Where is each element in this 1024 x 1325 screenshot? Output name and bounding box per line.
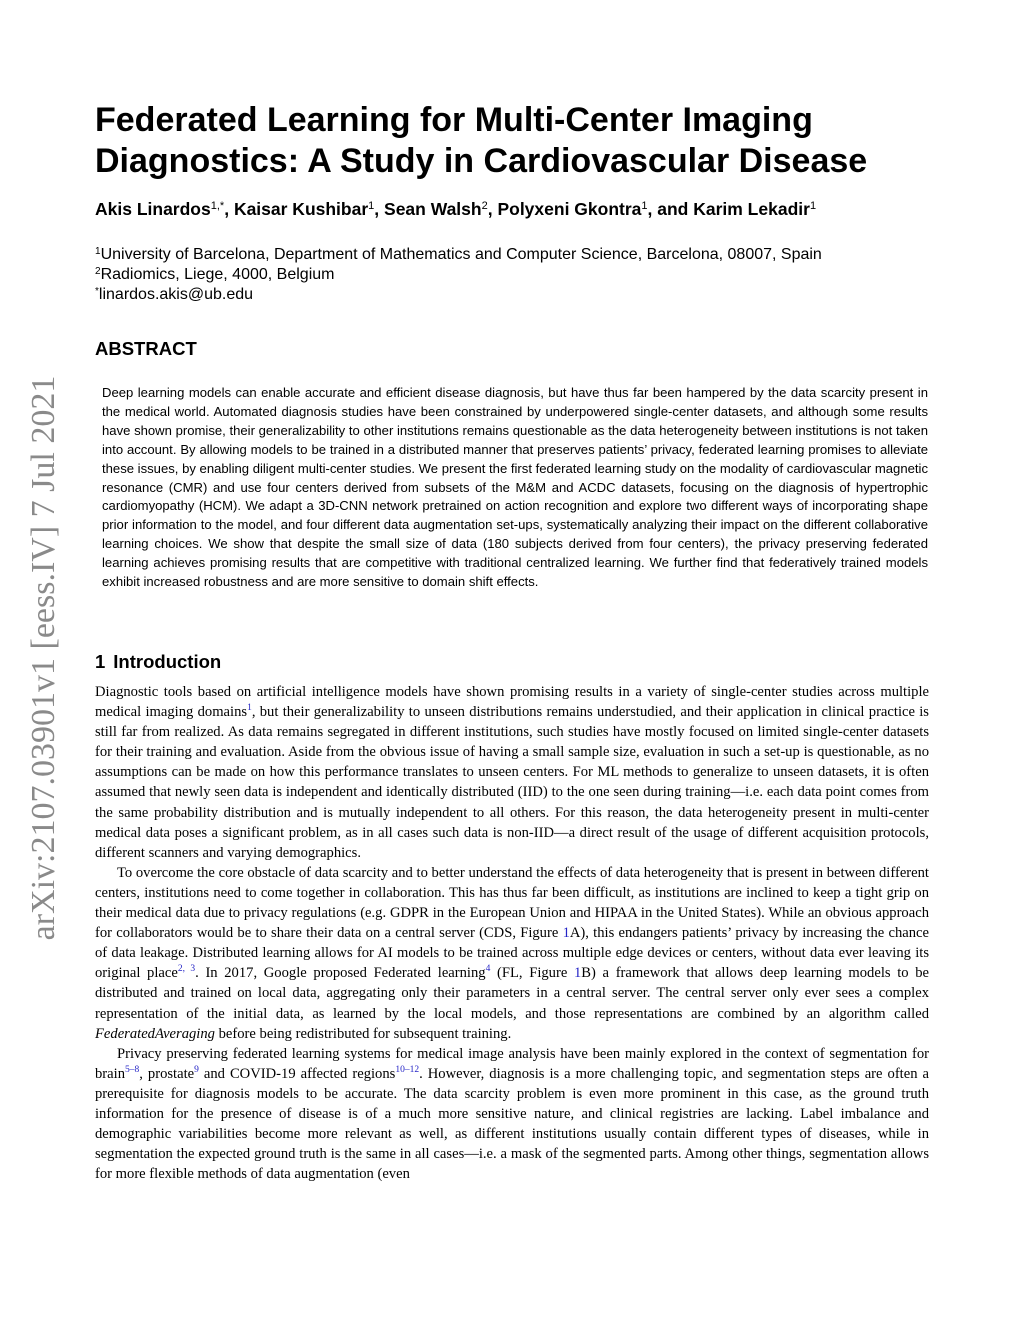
affiliation-mark: * — [95, 286, 99, 297]
text-run: . However, diagnosis is a more challenging topic, and segmentation steps are often a prerequisite for diagnosis models to be accurate. The data scarcity problem is even more prominent in this case, as the ground truth information for the presence of disease is of a much more sensitive nature, and clinical registries are lacking. Label imbalance and demographic variabilities become more relevant as well, as different institutions usually contain different types of diseases, while in segmentation the expected ground truth is the same in all cases—i.e. a mask of the segmented parts. Among other things, segmentation allows for more flexible methods of data augmentation (even — [95, 1065, 930, 1183]
text-run: B) a framework that allows deep learning models to be distributed and trained on local data, aggregating only their parameters in a central server. The central server only ever sees a complex representation of the initial data, as learned by the local models, and those representations are combined by an algorithm called — [95, 965, 930, 1022]
text-run: Diagnostic tools based on artificial intelligence models have shown promising results in a variety of single-center studies across multiple medical imaging domains — [95, 684, 929, 721]
author-affiliation-mark: 2 — [481, 200, 488, 212]
introduction-body — [95, 682, 929, 1184]
affiliation-item — [95, 285, 955, 305]
affiliation-mark: 1 — [95, 246, 101, 257]
section-title: Introduction — [113, 651, 222, 672]
paragraph — [95, 863, 929, 1044]
affiliation-text: Radiomics, Liege, 4000, Belgium — [100, 266, 335, 283]
text-run: Privacy preserving federated learning systems for medical image analysis have been mainly explored in the context of segmentation for brain — [95, 1045, 929, 1082]
figure-link[interactable]: 1 — [562, 925, 570, 942]
author-name: Akis Linardos — [95, 199, 211, 219]
text-run: and COVID-19 affected regions — [198, 1065, 396, 1082]
author-separator: , and — [647, 199, 694, 219]
author-affiliation-mark: 1 — [368, 200, 375, 212]
author-list — [95, 199, 975, 220]
text-run: , prostate — [139, 1065, 195, 1082]
affiliation-item — [95, 265, 955, 285]
text-run: before being redistributed for subsequent training. — [214, 1025, 512, 1042]
text-run: . In 2017, Google proposed Federated learning — [195, 965, 486, 982]
text-run: To overcome the core obstacle of data scarcity and to better understand the effects of data heterogeneity that is present in between different centers, institutions need to come together in collaboration. This has thus far been difficult, as institutions are inclined to keep a tight grip on their medical data due to privacy regulations (e.g. GDPR in the European Union and HIPAA in the United States). While an obvious approach for collaborators would be to share their data on a central server (CDS, Figure — [95, 864, 929, 942]
author-name: Kaisar Kushibar — [233, 199, 369, 219]
author-separator: , — [487, 199, 498, 219]
author-name: Polyxeni Gkontra — [497, 199, 642, 219]
text-run: , but their generalizability to unseen distributions remains understudied, and their application in clinical practice is still far from realized. As data remains segregated in different institutions, such studies have mostly focused on limited single-center datasets for their training and evaluation. Aside from the obvious issue of having a small sample size, evaluation in such a set-up is questionable, as no assumptions can be made on how this performance translates to unseen centers. For ML methods to generalize to unseen datasets, it is often assumed that newly seen data is independent and identically distributed (IID) to the one seen during training—i.e. each data point comes from the same probability distribution and is mutually independent to all others. For this reason, the data heterogeneity present in multi-center medical data poses a significant problem, as in all cases such data is non-IID—a direct result of the usage of different acquisition protocols, different scanners and varying demographics. — [95, 704, 929, 861]
author-affiliation-mark: 1 — [809, 200, 817, 212]
citation-link[interactable]: 1 — [247, 703, 252, 714]
citation-link[interactable]: 2, 3 — [177, 964, 196, 975]
author-name: Sean Walsh — [384, 199, 482, 219]
citation-link[interactable]: 10–12 — [395, 1064, 420, 1075]
author-separator: , — [374, 199, 385, 219]
arxiv-identifier-stamp: arXiv:2107.03901v1 [eess.IV] 7 Jul 2021 — [25, 375, 62, 941]
paper-title — [95, 100, 955, 182]
section-heading-introduction — [95, 651, 221, 673]
author-name: Karim Lekadir — [693, 199, 810, 219]
affiliation-mark: 2 — [95, 266, 101, 277]
text-run: A), this endangers patients’ privacy by increasing the chance of data leakage. Distributed learning allows for AI models to be trained across multiple edge devices or centers, without data ever leaving its original place — [95, 925, 929, 982]
algorithm-name: FederatedAveraging — [95, 1025, 215, 1042]
paragraph — [95, 1044, 929, 1185]
abstract-heading: ABSTRACT — [95, 338, 197, 359]
title-line-1: Federated Learning for Multi-Center Imaging — [95, 101, 813, 139]
text-run: (FL, Figure — [490, 965, 574, 982]
abstract-text: Deep learning models can enable accurate and efficient disease diagnosis, but have thus far been hampered by the data scarcity present in the medical world. Automated diagnosis studies have been constrained by underpowered single-center datasets, and although some results have shown promise, their generalizability to other institutions remains questionable as the data heterogeneity between institutions is not taken into account. By allowing models to be trained in a distributed manner that preserves patients’ privacy, federated learning promises to alleviate these issues, by enabling diligent multi-center studies. We present the first federated learning study on the modality of cardiovascular magnetic resonance (CMR) and use four centers derived from subsets of the M&M and ACDC datasets, focusing on the diagnosis of hypertrophic cardiomyopathy (HCM). We adapt a 3D-CNN network pretrained on action recognition and explore two different ways of incorporating shape prior information to the model, and four different data augmentation set-ups, systematically analyzing their impact on the different collaborative learning choices. We show that despite the small size of data (180 subjects derived from four centers), the privacy preserving federated learning achieves promising results that are competitive with traditional centralized learning. We further find that federatively trained models exhibit increased robustness and are more sensitive to domain shift effects. — [102, 385, 928, 590]
corresponding-email: linardos.akis@ub.edu — [98, 286, 254, 303]
affiliation-text: University of Barcelona, Department of Mathematics and Computer Science, Barcelona, 08007, Spain — [100, 246, 822, 263]
section-number: 1 — [95, 651, 106, 672]
author-affiliation-mark: 1 — [641, 200, 648, 212]
affiliation-list — [95, 245, 955, 305]
figure-link[interactable]: 1 — [574, 965, 582, 982]
author-separator: , — [224, 199, 234, 219]
citation-link[interactable]: 4 — [485, 964, 491, 975]
citation-link[interactable]: 9 — [194, 1064, 199, 1075]
author-affiliation-mark: 1,* — [210, 200, 225, 212]
affiliation-item — [95, 245, 955, 265]
paragraph — [95, 682, 929, 863]
citation-link[interactable]: 5–8 — [125, 1064, 140, 1075]
title-line-2: Diagnostics: A Study in Cardiovascular Disease — [95, 142, 868, 180]
